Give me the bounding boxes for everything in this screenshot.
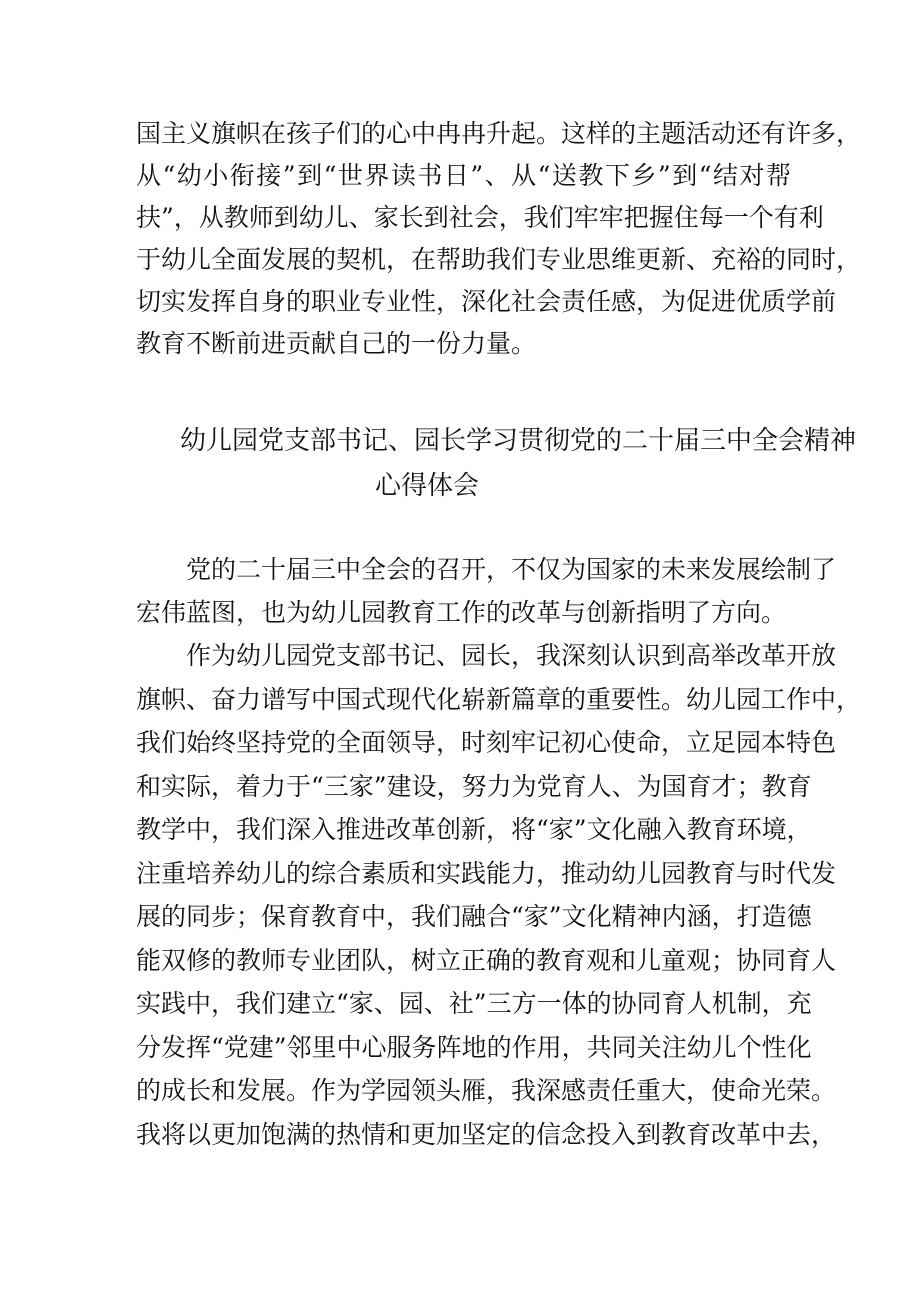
paragraph-line: 从“幼小衔接”到“世界读书日”、从“送教下乡”到“结对帮	[136, 161, 791, 190]
paragraph-line: 我们始终坚持党的全面领导，时刻牢记初心使命，立足园本特色	[136, 728, 837, 757]
paragraph-line: 的成长和发展。作为学园领头雁，我深感责任重大，使命光荣。	[136, 1076, 837, 1105]
paragraph-line: 切实发挥自身的职业专业性，深化社会责任感，为促进优质学前	[136, 287, 837, 316]
paragraph-line: 于幼儿全面发展的契机，在帮助我们专业思维更新、充裕的同时，	[136, 245, 862, 274]
paragraph-line: 教育不断前进贡献自己的一份力量。	[136, 329, 537, 358]
article-subtitle: 心得体会	[375, 471, 480, 501]
paragraph-line: 分发挥“党建”邻里中心服务阵地的作用，共同关注幼儿个性化	[136, 1033, 812, 1062]
paragraph-line: 扶”，从教师到幼儿、家长到社会，我们牢牢把握住每一个有利	[136, 203, 824, 232]
paragraph-line: 注重培养幼儿的综合素质和实践能力，推动幼儿园教育与时代发	[136, 859, 837, 888]
paragraph-line: 旗帜、奋力谱写中国式现代化崭新篇章的重要性。幼儿园工作中，	[136, 685, 862, 714]
paragraph-line: 展的同步；保育教育中，我们融合“家”文化精神内涵，打造德	[136, 902, 812, 931]
article-title: 幼儿园党支部书记、园长学习贯彻党的二十届三中全会精神	[180, 426, 857, 456]
paragraph-line: 国主义旗帜在孩子们的心中冉冉升起。这样的主题活动还有许多，	[136, 119, 862, 148]
paragraph-line: 教学中，我们深入推进改革创新，将“家”文化融入教育环境，	[136, 815, 812, 844]
paragraph-line: 实践中，我们建立“家、园、社”三方一体的协同育人机制，充	[136, 989, 812, 1018]
paragraph-line: 能双修的教师专业团队，树立正确的教育观和儿童观；协同育人	[136, 946, 837, 975]
paragraph-line: 我将以更加饱满的热情和更加坚定的信念投入到教育改革中去，	[136, 1120, 837, 1149]
paragraph-line: 和实际，着力于“三家”建设，努力为党育人、为国育才；教育	[136, 772, 812, 801]
paragraph-line: 作为幼儿园党支部书记、园长，我深刻认识到高举改革开放	[186, 641, 837, 670]
paragraph-line: 党的二十届三中全会的召开，不仅为国家的未来发展绘制了	[186, 555, 837, 584]
paragraph-line: 宏伟蓝图，也为幼儿园教育工作的改革与创新指明了方向。	[136, 598, 787, 627]
